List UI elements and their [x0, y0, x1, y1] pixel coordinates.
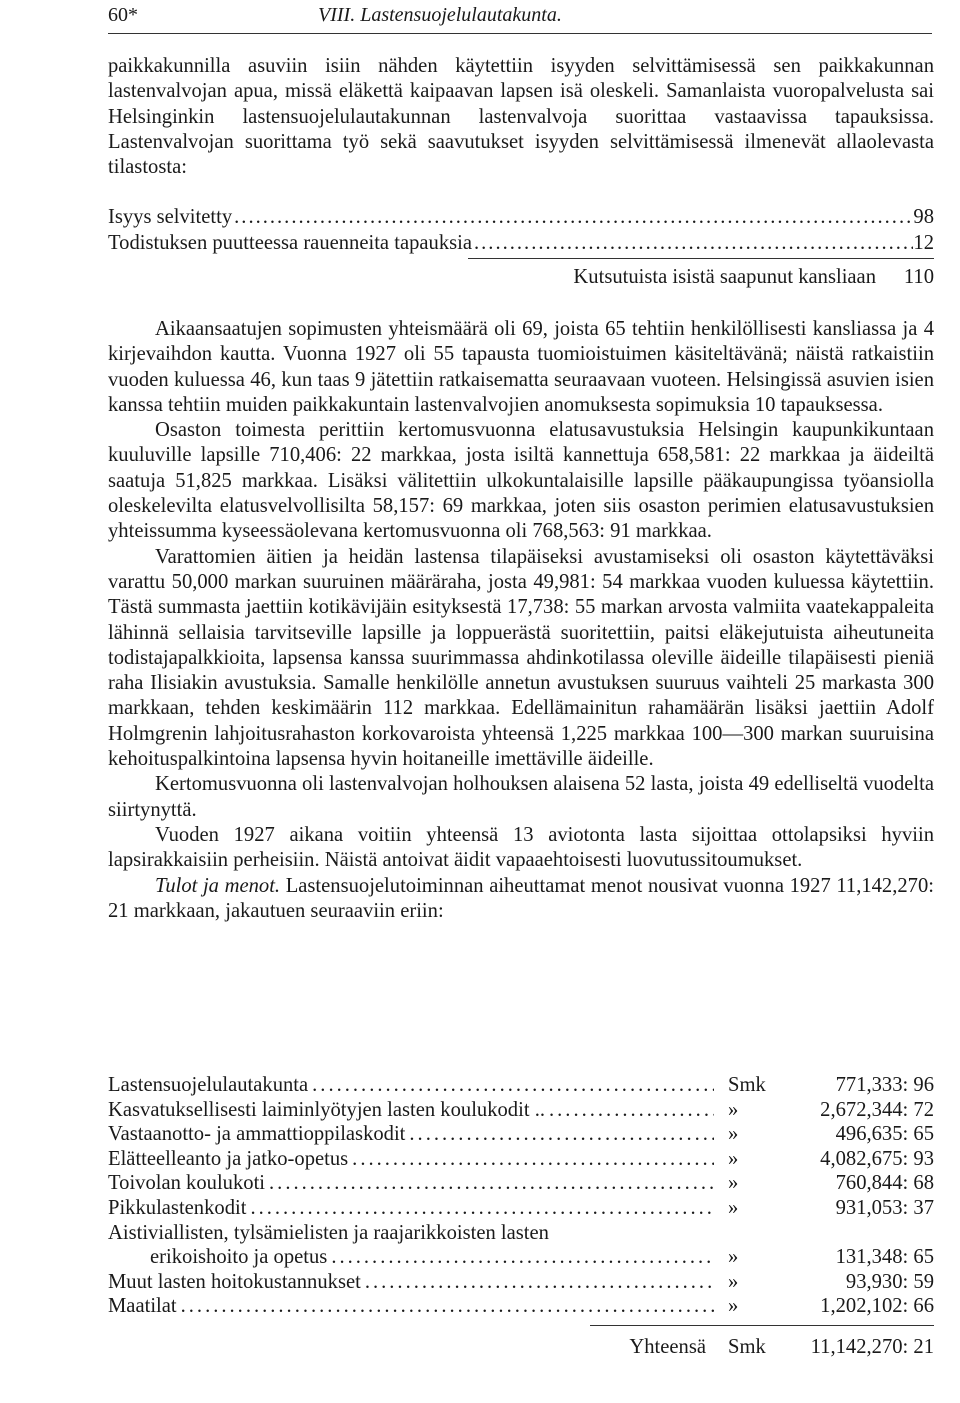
expense-label: Aistiviallisten, tylsämielisten ja raajarikkoisten lasten	[108, 1221, 549, 1244]
stat-value: 98	[913, 206, 934, 228]
total-amount: 11,142,270: 21	[810, 1336, 934, 1358]
expense-amount: 93,930: 59	[845, 1270, 934, 1293]
stat-row	[108, 230, 934, 256]
expense-amount: 131,348: 65	[835, 1246, 934, 1269]
expense-label: Lastensuojelulautakunta	[108, 1074, 309, 1096]
paternity-stats-table	[108, 204, 934, 256]
expense-label: Pikkulastenkodit	[108, 1196, 247, 1219]
stat-total-value: 110	[903, 266, 934, 288]
expense-amount: 771,333: 96	[835, 1074, 934, 1096]
total-label: Yhteensä	[629, 1336, 706, 1358]
expense-amount: 931,053: 37	[835, 1196, 934, 1219]
expense-unit: »	[728, 1147, 739, 1170]
page-header	[108, 2, 932, 28]
leader-dots	[232, 204, 913, 230]
expense-label: Kasvatuksellisesti laiminlyötyjen lasten koulukodit ..	[108, 1098, 545, 1121]
paragraph-intro: paikkakunnilla asuviin isiin nähden käytettiin isyyden selvittämisessä sen paikkakunnan lastenvalvojan apua, missä eläkettä kaipaavan lapsen isä oleskeli. Samanlaista vuoropalvelusta sai Helsinginkin lastensuojelulautakunnan lastenvalvoja suorittaa vastaavissa tapauksissa. Lastenvalvojan suorittama työ sekä saavutukset isyyden selvittämisessä ilmenevät allaolevasta tilastosta:	[108, 55, 934, 179]
total-unit: Smk	[728, 1336, 766, 1358]
expense-unit: »	[728, 1123, 739, 1146]
leader-dots	[545, 1098, 714, 1123]
section-heading-tulot: Tulot ja menot.	[155, 874, 281, 897]
paragraph-tulot	[108, 874, 934, 925]
expense-unit: Smk	[728, 1074, 766, 1096]
expense-label: Toivolan koulukoti	[108, 1172, 266, 1195]
paragraph: Kertomusvuonna oli lastenvalvojan holhouksen alaisena 52 lasta, joista 49 edelliseltä vuodelta siirtynyttä.	[108, 773, 934, 821]
stat-sum-rule	[468, 258, 934, 259]
expense-label: Muut lasten hoitokustannukset	[108, 1270, 361, 1293]
expense-unit: »	[728, 1270, 739, 1293]
leader-dots	[405, 1122, 714, 1147]
expense-amount: 496,635: 65	[835, 1123, 934, 1146]
page-number: 60*	[108, 4, 138, 26]
leader-dots	[308, 1073, 714, 1098]
expense-unit: »	[728, 1172, 739, 1195]
stat-total-row	[108, 264, 934, 290]
expense-unit: »	[728, 1246, 739, 1269]
paragraph: Osaston toimesta perittiin kertomusvuonna elatusavustuksia Helsingin kaupunkikuntaan kuuluville lapsille 710,406: 22 markkaa, josta isiltä kannettuja 658,581: 22 markkaa ja äideiltä saatuja 51,825 markkaa. Lisäksi välitettiin ulkokuntalaisille lapsille pääkaupungissa työansiolla oleskelevilta elatusvelvollisilta 58,157: 69 markkaa, joten siis osaston perimien elatusavustuksien yhteissumma kyseessäolevana kertomusvuonna oli 768,563: 91 markkaa.	[108, 419, 934, 543]
paragraph: Vuoden 1927 aikana voitiin yhteensä 13 aviotonta lasta sijoittaa ottolapsiksi hyviin lapsirakkaisiin perheisiin. Näistä antoivat äidit vapaaehtoisesti luovutussitoumukset.	[108, 823, 934, 872]
expense-row	[108, 1171, 934, 1196]
expense-amount: 4,082,675: 93	[820, 1147, 934, 1170]
expense-amount: 760,844: 68	[835, 1172, 934, 1195]
header-rule	[108, 33, 932, 34]
expense-unit: »	[728, 1196, 739, 1219]
tulot-text: Lastensuojelutoiminnan aiheuttamat menot nousivat vuonna 1927 11,142,270: 21 markkaan, jakautuen seuraaviin eriin:	[108, 874, 934, 922]
expense-unit: »	[728, 1295, 739, 1318]
stat-value: 12	[913, 232, 934, 254]
stat-total-label: Kutsutuista isistä saapunut kansliaan	[573, 266, 876, 288]
intro-block	[108, 54, 934, 180]
expense-row	[108, 1073, 934, 1098]
expense-amount: 2,672,344: 72	[820, 1098, 934, 1121]
expense-row	[108, 1270, 934, 1295]
leader-dots	[265, 1171, 714, 1196]
paragraph: Aikaansaatujen sopimusten yhteismäärä oli 69, joista 65 tehtiin henkilöllisesti kansliassa ja 4 kirjevaihdon kautta. Vuonna 1927 oli 55 tapausta tuomioistuimen käsiteltävänä; näistä ratkaistiin vuoden kuluessa 46, kun taas 9 jätettiin ratkaisematta seuraavaan vuoteen. Helsingissä asuvien isien kanssa tehtiin muiden paikkakuntain lastenvalvojien anomuksesta sopimuksia 10 tapauksessa.	[108, 318, 934, 416]
expense-row	[108, 1221, 934, 1246]
stat-label: Isyys selvitetty	[108, 206, 233, 228]
expense-unit: »	[728, 1098, 739, 1121]
expenses-table	[108, 1073, 934, 1319]
leader-dots	[246, 1196, 714, 1221]
expense-amount: 1,202,102: 66	[820, 1295, 934, 1318]
expense-row	[108, 1098, 934, 1123]
expenses-total-row	[108, 1334, 934, 1360]
leader-dots	[327, 1245, 714, 1270]
stat-row	[108, 204, 934, 230]
expense-label: Vastaanotto- ja ammattioppilaskodit	[108, 1123, 406, 1146]
expense-label: Elätteelleanto ja jatko-opetus	[108, 1147, 349, 1170]
expense-row	[108, 1122, 934, 1147]
expense-row	[108, 1147, 934, 1172]
leader-dots	[361, 1270, 714, 1295]
main-text	[108, 317, 934, 924]
running-title: VIII. Lastensuojelulautakunta.	[318, 4, 562, 26]
expense-label: erikoishoito ja opetus	[150, 1246, 328, 1269]
expense-row	[108, 1196, 934, 1221]
expense-label: Maatilat	[108, 1295, 177, 1318]
leader-dots	[472, 230, 913, 256]
leader-dots	[348, 1147, 714, 1172]
total-rule	[590, 1325, 934, 1326]
leader-dots	[177, 1294, 714, 1319]
stat-label: Todistuksen puutteessa rauenneita tapauksia	[108, 232, 472, 254]
paragraph: Varattomien äitien ja heidän lastensa tilapäiseksi avustamiseksi oli osaston käytettäväksi varattu 50,000 markan suuruinen määräraha, josta 49,981: 54 markkaa vuoden kuluessa käytettiin. Tästä summasta jaettiin kotikävijäin esityksestä 17,738: 55 markan arvosta valmiita vaatekappaleita lähinnä sellaisia tarvitseville lapsille ja loppuerästä suoritettiin, paitsi eläkejutuista aiheutuneita todistajapalkkioita, lapsensa kanssa suurimmassa ahdinkotilassa oleville äideille tilapäisesti pieniä raha Ilisiakin avustuksia. Samalle henkilölle annetun avustuksen suuruus vaihteli 25 markasta 300 markkaan, tehden keskimäärin 112 markkaa. Edellämainitun rahamäärän lisäksi jaettiin Adolf Holmgrenin lahjoitusrahaston korkovaroista yhteensä 1,225 markkaa 100—300 markan suuruisina kehoituspalkintoina lapsensa hyvin hoitaneille imettäville äideille.	[108, 545, 934, 771]
expense-row	[108, 1294, 934, 1319]
expense-row	[108, 1245, 934, 1270]
